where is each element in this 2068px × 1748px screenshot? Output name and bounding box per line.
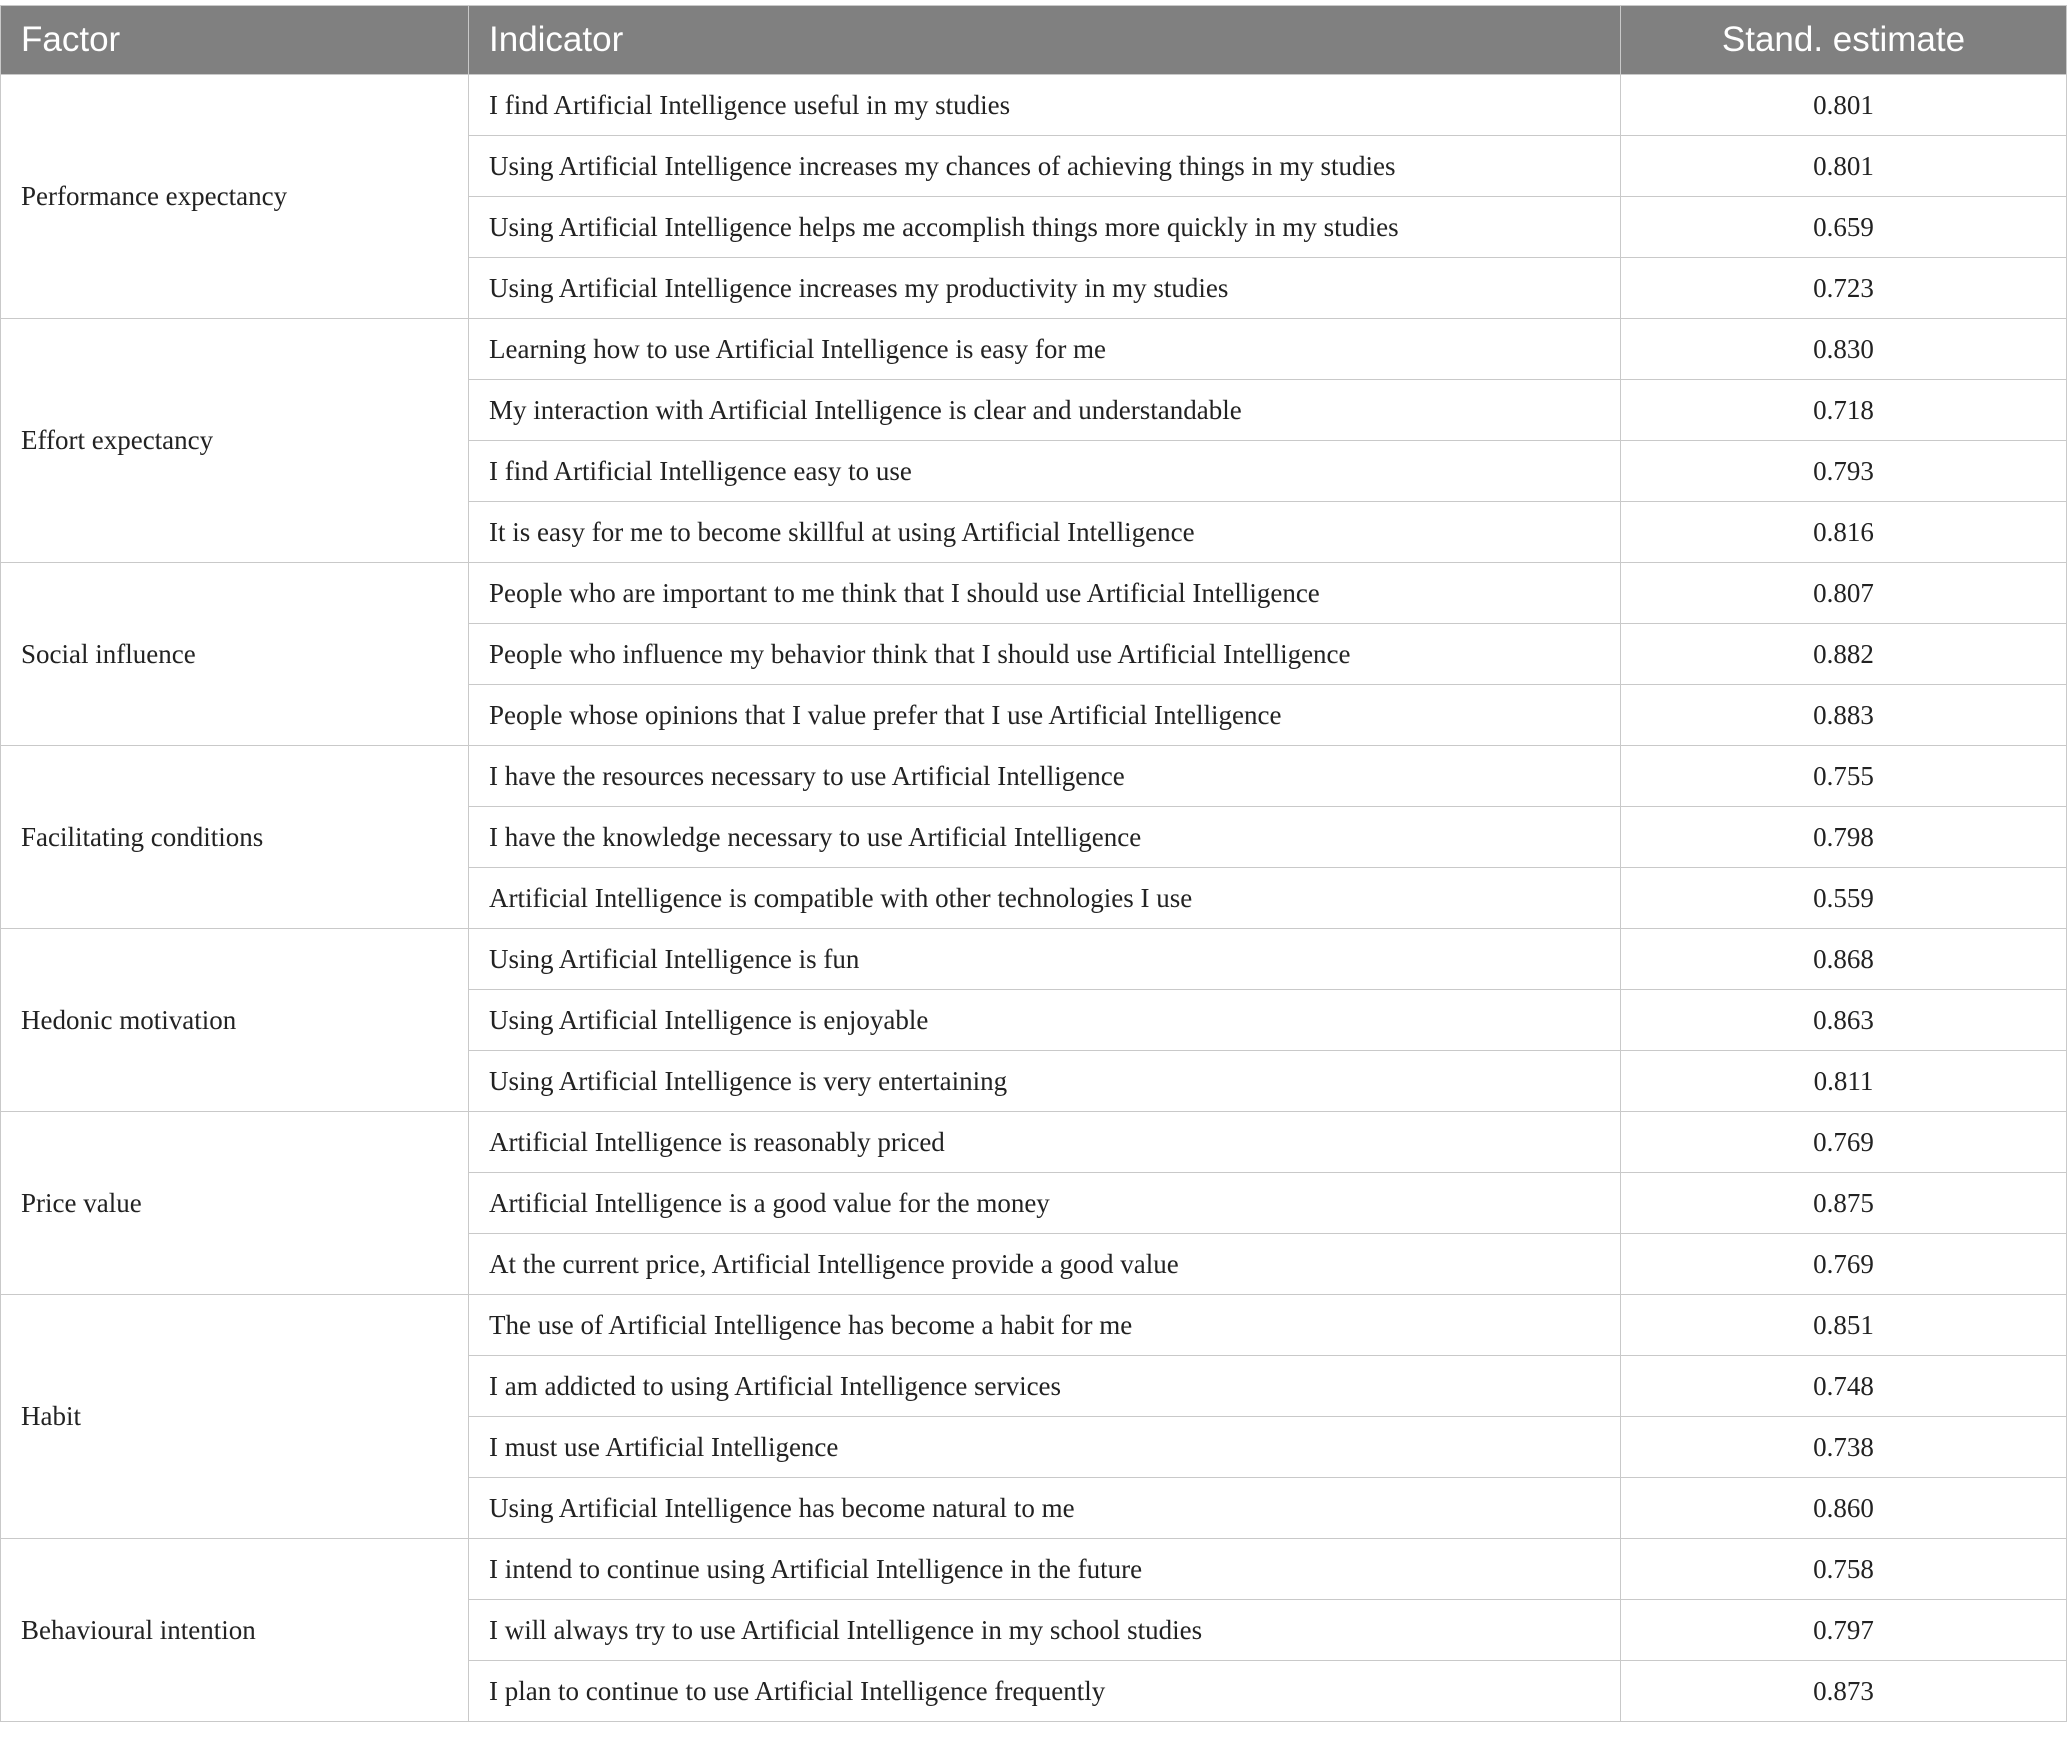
estimate-cell: 0.758: [1621, 1539, 2067, 1600]
estimate-cell: 0.793: [1621, 441, 2067, 502]
header-row: [1, 6, 2067, 75]
indicator-cell: Using Artificial Intelligence increases my chances of achieving things in my studies: [469, 136, 1621, 197]
indicator-cell: Using Artificial Intelligence is fun: [469, 929, 1621, 990]
indicator-cell: People who are important to me think that I should use Artificial Intelligence: [469, 563, 1621, 624]
table-header: [1, 6, 2067, 75]
indicator-cell: My interaction with Artificial Intelligence is clear and understandable: [469, 380, 1621, 441]
table-row: [1, 1539, 2067, 1600]
indicator-cell: People whose opinions that I value prefer that I use Artificial Intelligence: [469, 685, 1621, 746]
table-row: [1, 319, 2067, 380]
indicator-cell: Using Artificial Intelligence is very entertaining: [469, 1051, 1621, 1112]
factor-cell: Social influence: [1, 563, 469, 746]
estimate-cell: 0.659: [1621, 197, 2067, 258]
indicator-cell: I plan to continue to use Artificial Intelligence frequently: [469, 1661, 1621, 1722]
indicator-cell: It is easy for me to become skillful at using Artificial Intelligence: [469, 502, 1621, 563]
indicator-cell: I must use Artificial Intelligence: [469, 1417, 1621, 1478]
estimate-cell: 0.875: [1621, 1173, 2067, 1234]
indicator-cell: The use of Artificial Intelligence has become a habit for me: [469, 1295, 1621, 1356]
indicator-cell: At the current price, Artificial Intelligence provide a good value: [469, 1234, 1621, 1295]
factor-cell: Facilitating conditions: [1, 746, 469, 929]
factor-cell: Hedonic motivation: [1, 929, 469, 1112]
indicator-cell: Using Artificial Intelligence has become natural to me: [469, 1478, 1621, 1539]
table-row: [1, 1295, 2067, 1356]
estimate-cell: 0.797: [1621, 1600, 2067, 1661]
factor-loadings-table: [0, 5, 2067, 1722]
header-stand-estimate: Stand. estimate: [1621, 6, 2067, 75]
indicator-cell: I am addicted to using Artificial Intelligence services: [469, 1356, 1621, 1417]
estimate-cell: 0.863: [1621, 990, 2067, 1051]
estimate-cell: 0.816: [1621, 502, 2067, 563]
indicator-cell: Using Artificial Intelligence helps me accomplish things more quickly in my studies: [469, 197, 1621, 258]
indicator-cell: Learning how to use Artificial Intelligence is easy for me: [469, 319, 1621, 380]
estimate-cell: 0.830: [1621, 319, 2067, 380]
estimate-cell: 0.559: [1621, 868, 2067, 929]
estimate-cell: 0.807: [1621, 563, 2067, 624]
indicator-cell: I find Artificial Intelligence easy to use: [469, 441, 1621, 502]
estimate-cell: 0.873: [1621, 1661, 2067, 1722]
factor-cell: Effort expectancy: [1, 319, 469, 563]
indicator-cell: Artificial Intelligence is compatible with other technologies I use: [469, 868, 1621, 929]
estimate-cell: 0.718: [1621, 380, 2067, 441]
estimate-cell: 0.755: [1621, 746, 2067, 807]
estimate-cell: 0.748: [1621, 1356, 2067, 1417]
estimate-cell: 0.860: [1621, 1478, 2067, 1539]
estimate-cell: 0.883: [1621, 685, 2067, 746]
estimate-cell: 0.851: [1621, 1295, 2067, 1356]
factor-cell: Habit: [1, 1295, 469, 1539]
estimate-cell: 0.882: [1621, 624, 2067, 685]
estimate-cell: 0.769: [1621, 1112, 2067, 1173]
indicator-cell: People who influence my behavior think that I should use Artificial Intelligence: [469, 624, 1621, 685]
indicator-cell: I will always try to use Artificial Intelligence in my school studies: [469, 1600, 1621, 1661]
indicator-cell: Using Artificial Intelligence is enjoyable: [469, 990, 1621, 1051]
table-body: [1, 75, 2067, 1722]
table-row: [1, 1112, 2067, 1173]
indicator-cell: Artificial Intelligence is reasonably priced: [469, 1112, 1621, 1173]
estimate-cell: 0.801: [1621, 75, 2067, 136]
indicator-cell: I have the resources necessary to use Artificial Intelligence: [469, 746, 1621, 807]
factor-cell: Performance expectancy: [1, 75, 469, 319]
indicator-cell: I find Artificial Intelligence useful in my studies: [469, 75, 1621, 136]
estimate-cell: 0.769: [1621, 1234, 2067, 1295]
estimate-cell: 0.723: [1621, 258, 2067, 319]
estimate-cell: 0.811: [1621, 1051, 2067, 1112]
header-factor: Factor: [1, 6, 469, 75]
table-row: [1, 563, 2067, 624]
table-row: [1, 75, 2067, 136]
table-row: [1, 929, 2067, 990]
indicator-cell: Artificial Intelligence is a good value for the money: [469, 1173, 1621, 1234]
indicator-cell: I intend to continue using Artificial Intelligence in the future: [469, 1539, 1621, 1600]
estimate-cell: 0.738: [1621, 1417, 2067, 1478]
estimate-cell: 0.798: [1621, 807, 2067, 868]
indicator-cell: Using Artificial Intelligence increases my productivity in my studies: [469, 258, 1621, 319]
estimate-cell: 0.868: [1621, 929, 2067, 990]
header-indicator: Indicator: [469, 6, 1621, 75]
estimate-cell: 0.801: [1621, 136, 2067, 197]
factor-cell: Behavioural intention: [1, 1539, 469, 1722]
factor-loadings-table-container: [0, 5, 2066, 1722]
indicator-cell: I have the knowledge necessary to use Artificial Intelligence: [469, 807, 1621, 868]
factor-cell: Price value: [1, 1112, 469, 1295]
table-row: [1, 746, 2067, 807]
